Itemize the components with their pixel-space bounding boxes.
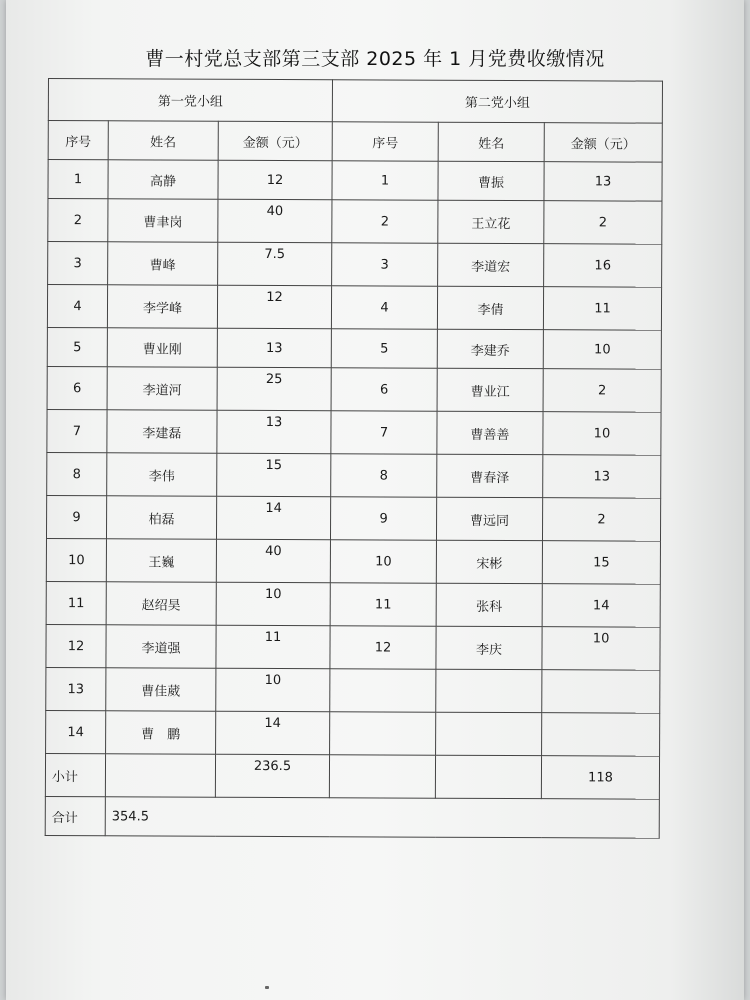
g1-row-amount: 11 [216,625,330,668]
subtotal-label: 小计 [45,753,105,796]
g2-row-name: 李庆 [436,626,542,669]
g2-row-name: 王立花 [438,200,544,243]
g1-row-name: 李道河 [107,367,217,410]
g1-row-amount: 40 [218,199,332,242]
table-row [46,581,660,627]
total-row [45,796,659,838]
g2-row-amount: 13 [543,455,661,499]
g1-row-name: 李建磊 [107,410,217,453]
g2-col-amount: 金额（元） [544,123,662,163]
g2-row-name: 曹远同 [437,497,543,540]
g1-row-amount: 15 [217,453,331,496]
g2-col-name: 姓名 [438,122,544,161]
table-row [47,285,661,331]
g2-row-no: 9 [331,497,437,540]
group-header-row [48,79,662,124]
column-header-row [48,121,662,163]
table-row [46,624,660,670]
g2-row-name-empty [436,712,542,755]
g1-row-name: 曹佳葳 [106,668,216,711]
g2-row-no: 10 [330,540,436,583]
table-row [46,538,660,584]
paper-speck [265,986,269,989]
g1-row-name: 赵绍昊 [106,582,216,625]
subtotal-g2-amount: 118 [541,756,659,800]
g2-row-no: 2 [332,200,438,243]
table-row [48,242,662,288]
g2-row-name-empty [436,669,542,712]
g2-row-name: 曹业江 [437,368,543,411]
g2-row-no: 1 [332,161,438,200]
g1-row-no: 6 [47,366,107,409]
g2-col-no: 序号 [332,122,438,161]
g1-row-no: 4 [47,285,107,328]
g2-row-name: 李建乔 [437,329,543,368]
g1-col-amount: 金额（元） [218,121,332,160]
g2-row-amount: 2 [544,201,662,245]
subtotal-row [45,753,659,799]
g1-col-no: 序号 [48,121,108,160]
g2-row-name: 李倩 [437,286,543,329]
g2-row-no: 6 [331,368,437,411]
table-row [46,667,660,713]
g2-row-name: 李道宏 [438,243,544,286]
g1-row-no: 2 [48,199,108,242]
g1-row-no: 7 [47,409,107,452]
g1-row-name: 王巍 [106,539,216,582]
g1-row-amount: 7.5 [218,242,332,285]
g1-row-amount: 13 [217,410,331,453]
g2-row-amount: 13 [544,162,662,202]
g1-row-amount: 25 [217,367,331,410]
g1-row-name: 柏磊 [106,496,216,539]
g2-row-amount: 16 [544,244,662,288]
g1-row-no: 11 [46,581,106,624]
g2-row-no: 3 [332,243,438,286]
g1-row-amount: 10 [216,582,330,625]
g1-row-no: 10 [46,538,106,581]
total-value: 354.5 [105,797,659,838]
g1-row-no: 5 [47,327,107,366]
g2-row-amount-empty [542,713,660,757]
g2-row-amount: 2 [543,369,661,413]
g1-row-no: 1 [48,160,108,199]
g1-row-no: 8 [47,452,107,495]
g2-row-name: 曹善善 [437,411,543,454]
g1-row-name: 李道强 [106,625,216,668]
g1-row-amount: 13 [217,328,331,367]
g1-row-name: 曹峰 [108,242,218,285]
g2-row-no: 4 [331,286,437,329]
table-row [47,409,661,455]
g1-row-no: 9 [46,495,106,538]
table-row [48,199,662,245]
g1-row-name: 曹业刚 [107,328,217,367]
g2-row-name: 曹春泽 [437,454,543,497]
g2-row-no: 12 [330,626,436,669]
table-row [46,495,660,541]
subtotal-g2-name-empty [435,755,541,798]
g2-row-amount: 15 [542,541,660,585]
group2-name: 第二党小组 [332,80,662,123]
g2-row-no: 5 [331,329,437,368]
document-title: 曹一村党总支部第三支部 2025 年 1 月党费收缴情况 [145,48,605,70]
g2-row-no: 8 [331,454,437,497]
g1-row-name: 曹聿岗 [108,199,218,242]
g1-row-amount: 10 [216,668,330,711]
g1-row-name: 曹 鹏 [106,711,216,754]
g2-row-name: 宋彬 [436,540,542,583]
g2-row-amount: 2 [543,498,661,542]
g2-row-no: 11 [330,583,436,626]
table-row [47,452,661,498]
g2-row-amount: 10 [543,412,661,456]
g1-row-name: 李学峰 [107,285,217,328]
g1-row-no: 14 [46,710,106,753]
g1-row-no: 3 [48,242,108,285]
g1-row-amount: 12 [218,160,332,199]
g2-row-amount: 11 [543,287,661,331]
g2-row-name: 曹振 [438,161,544,200]
subtotal-g1-amount: 236.5 [215,754,329,797]
g1-row-name: 李伟 [107,453,217,496]
g2-row-amount: 10 [543,330,661,370]
g1-row-no: 13 [46,667,106,710]
g2-row-no: 7 [331,411,437,454]
table-row [46,710,660,756]
g2-row-amount: 14 [542,584,660,628]
group1-name: 第一党小组 [48,79,332,122]
g1-row-amount: 40 [216,539,330,582]
g2-row-name: 张科 [436,583,542,626]
g1-row-name: 高静 [108,160,218,199]
g2-row-no-empty [330,669,436,712]
g1-col-name: 姓名 [108,121,218,160]
g1-row-amount: 14 [216,711,330,754]
subtotal-g2-no-empty [329,755,435,798]
g2-row-amount: 10 [542,627,660,671]
dues-table [45,78,663,839]
table-row [48,160,662,202]
total-label: 合计 [45,796,105,835]
subtotal-g1-name-empty [105,754,215,797]
g1-row-amount: 12 [217,285,331,328]
table-row [47,327,661,369]
g2-row-amount-empty [542,670,660,714]
g1-row-no: 12 [46,624,106,667]
g2-row-no-empty [330,712,436,755]
g1-row-amount: 14 [216,496,330,539]
table-row [47,366,661,412]
